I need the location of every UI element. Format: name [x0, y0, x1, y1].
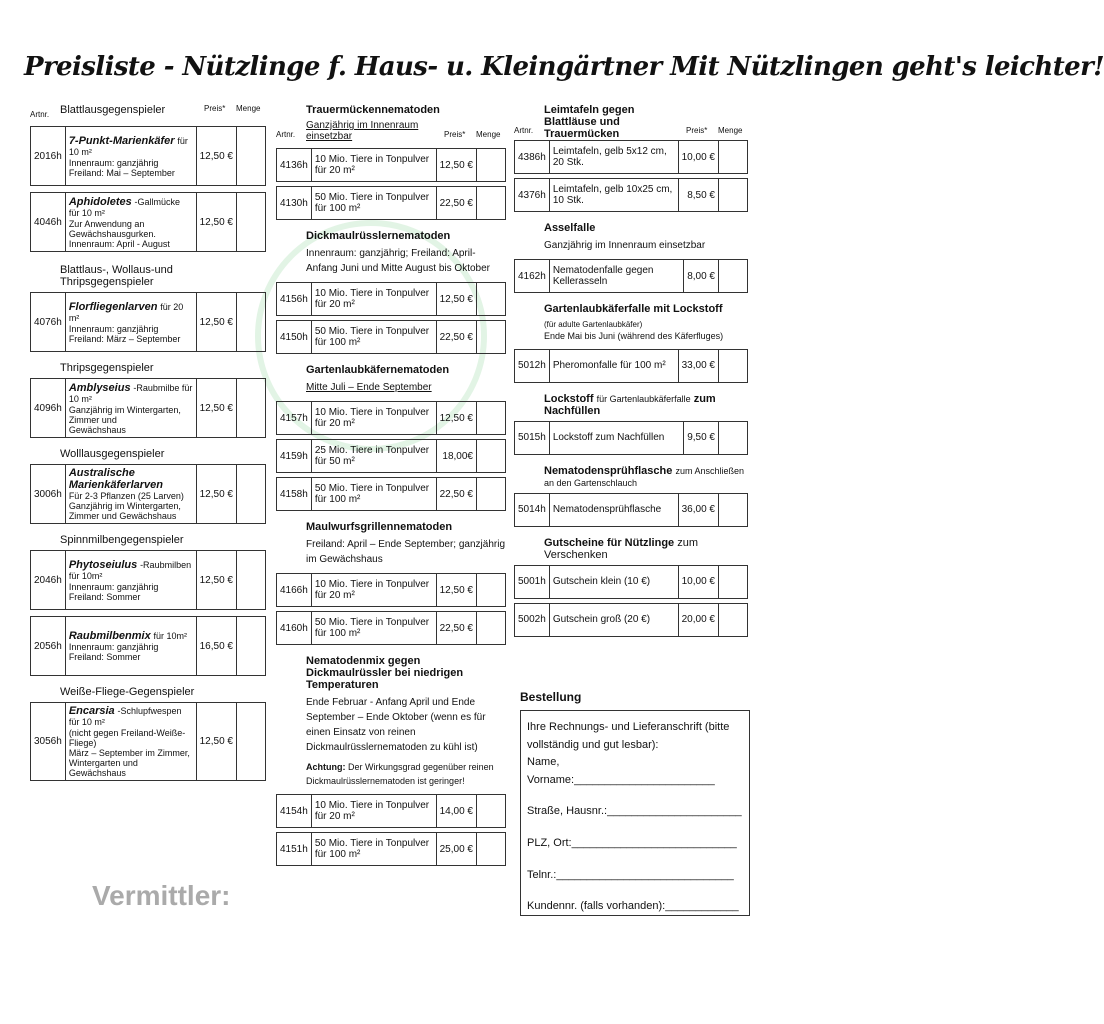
quantity-cell[interactable]: [477, 612, 506, 645]
article-number: 4386h: [515, 141, 550, 174]
quantity-cell[interactable]: [477, 402, 506, 435]
section-heading: Blattlaus-, Wollaus-und Thripsgegenspieler: [60, 264, 173, 288]
article-number: 5012h: [515, 349, 550, 382]
header-menge: Menge: [236, 104, 261, 113]
section-heading: Maulwurfsgrillennematoden: [306, 521, 453, 533]
quantity-cell[interactable]: [477, 187, 506, 220]
product-name-line: [69, 196, 193, 219]
article-number: 3006h: [31, 465, 66, 524]
product-table: [514, 349, 748, 383]
table-row: [515, 421, 748, 454]
quantity-cell[interactable]: [477, 283, 506, 316]
product-description: Lockstoff zum Nachfüllen: [549, 421, 683, 454]
price: 16,50 €: [196, 617, 236, 676]
article-number: 4076h: [31, 293, 66, 352]
page-title: Preisliste - Nützlinge f. Haus- u. Kleingärtner Mit Nützlingen geht's leichter!: [24, 52, 1104, 82]
heading-bold: Nematodensprühflasche: [544, 464, 673, 477]
section-heading: Nematodenmix gegen Dickmaulrüssler bei niedrigen Temperaturen: [306, 655, 464, 691]
price: 12,50 €: [196, 703, 236, 781]
price: 12,50 €: [436, 149, 476, 182]
table-row: [277, 283, 506, 316]
price: 10,00 €: [678, 565, 718, 598]
table-row: [515, 603, 748, 636]
phone-field[interactable]: Telnr.:_____________________________: [527, 868, 734, 881]
product-suffix: für 20 m²: [68, 301, 184, 323]
price: 12,50 €: [196, 127, 236, 186]
product-description: 25 Mio. Tiere in Tonpulver für 50 m²: [311, 440, 436, 473]
product-name-line: [69, 467, 193, 491]
quantity-cell[interactable]: [237, 551, 266, 610]
product-name: Phytoseiulus: [68, 558, 138, 571]
article-number: 4096h: [31, 379, 66, 438]
article-number: 4156h: [277, 283, 312, 316]
product-cell: [65, 193, 196, 252]
warning-text: Der Wirkungsgrad gegenüber reinen Dickmaulrüsslernematoden ist geringer!: [306, 762, 494, 786]
section-heading: Leimtafeln gegen Blattläuse und Trauermücken: [544, 104, 635, 140]
quantity-cell[interactable]: [237, 127, 266, 186]
section-subtitle: Mitte Juli – Ende September: [306, 382, 432, 393]
section-heading: Wolllausgegenspieler: [60, 448, 165, 460]
product-suffix: -Schlupfwespen für 10 m²: [68, 706, 182, 727]
quantity-cell[interactable]: [477, 149, 506, 182]
product-table: [30, 292, 266, 352]
table-row: [31, 465, 266, 524]
product-description: 10 Mio. Tiere in Tonpulver für 20 m²: [311, 795, 436, 828]
table-row: [277, 187, 506, 220]
product-detail: Freiland: Sommer: [68, 652, 141, 662]
product-description: 10 Mio. Tiere in Tonpulver für 20 m²: [311, 283, 436, 316]
article-number: 3056h: [31, 703, 66, 781]
product-table: [514, 565, 748, 637]
price: 12,50 €: [196, 193, 236, 252]
price: 14,00 €: [436, 795, 476, 828]
product-description: 10 Mio. Tiere in Tonpulver für 20 m²: [311, 574, 436, 607]
product-name: Australische Marienkäferlarven: [68, 467, 163, 491]
product-cell: [65, 703, 196, 781]
article-number: 4130h: [277, 187, 312, 220]
section-subtitle: Freiland: April – Ende September; ganzjährig im Gewächshaus: [306, 539, 506, 565]
quantity-cell[interactable]: [477, 440, 506, 473]
article-number: 4136h: [277, 149, 312, 182]
price: 22,50 €: [436, 612, 476, 645]
product-table: [276, 148, 506, 220]
product-table: [514, 140, 748, 212]
product-name-line: [69, 705, 193, 728]
product-detail: Freiland: Mai – September: [68, 167, 175, 178]
column-left: [30, 104, 266, 781]
article-number: 5002h: [515, 603, 550, 636]
header-preis: Preis*: [444, 130, 466, 139]
product-cell: [65, 551, 196, 610]
article-number: 5015h: [515, 421, 550, 454]
quantity-cell[interactable]: [719, 141, 748, 174]
article-number: 4376h: [515, 179, 550, 212]
table-row: [31, 551, 266, 610]
quantity-cell[interactable]: [719, 493, 748, 526]
price: 12,50 €: [436, 574, 476, 607]
article-number: 5001h: [515, 565, 550, 598]
city-field[interactable]: PLZ, Ort:___________________________: [527, 836, 737, 849]
section-heading: Gartenlaubkäfernematoden: [306, 364, 450, 376]
product-description: 50 Mio. Tiere in Tonpulver für 100 m²: [311, 478, 436, 511]
product-name: Amblyseius: [68, 381, 131, 394]
street-field[interactable]: Straße, Hausnr.:______________________: [527, 805, 742, 818]
table-row: [515, 565, 748, 598]
product-detail: Freiland: März – September: [68, 333, 181, 344]
table-row: [31, 193, 266, 252]
price: 36,00 €: [678, 493, 718, 526]
price: 18,00€: [436, 440, 476, 473]
price: 12,50 €: [196, 379, 236, 438]
table-row: [515, 141, 748, 174]
product-suffix: -Gallmücke für 10 m²: [68, 196, 181, 218]
customer-number-field[interactable]: Kundennr. (falls vorhanden):____________: [527, 900, 739, 913]
order-intro: Ihre Rechnungs- und Lieferanschrift (bitte vollständig und gut lesbar):: [527, 721, 730, 751]
section-heading: Asselfalle: [544, 222, 596, 234]
price: 22,50 €: [436, 478, 476, 511]
name-field[interactable]: Name, Vorname:_______________________: [527, 756, 715, 786]
product-description: Leimtafeln, gelb 5x12 cm, 20 Stk.: [549, 141, 678, 174]
order-box: [520, 710, 750, 916]
column-middle: [276, 104, 506, 866]
table-header: [276, 120, 506, 148]
quantity-cell[interactable]: [719, 179, 748, 212]
price: 12,50 €: [436, 402, 476, 435]
table-row: [277, 478, 506, 511]
quantity-cell[interactable]: [477, 833, 506, 866]
header-menge: Menge: [718, 126, 743, 135]
price: 8,00 €: [684, 260, 719, 293]
product-cell: [65, 379, 196, 438]
quantity-cell[interactable]: [719, 421, 748, 454]
product-description: Leimtafeln, gelb 10x25 cm, 10 Stk.: [549, 179, 678, 212]
product-table: [276, 282, 506, 354]
article-number: 5014h: [515, 493, 550, 526]
article-number: 4151h: [277, 833, 312, 866]
header-artnr: Artnr.: [276, 130, 296, 139]
product-name-line: [69, 382, 193, 405]
header-menge: Menge: [476, 130, 501, 139]
heading-bold: Lockstoff: [544, 392, 594, 405]
article-number: 4157h: [277, 402, 312, 435]
product-table: [514, 421, 748, 455]
product-table: [30, 378, 266, 438]
product-table: [30, 702, 266, 781]
product-detail: Gewächshaus: [68, 424, 126, 435]
article-number: 4166h: [277, 574, 312, 607]
section-heading: Trauermückennematoden: [306, 104, 440, 116]
quantity-cell[interactable]: [237, 703, 266, 781]
product-detail: Ganzjährig im Wintergarten, Zimmer und Gewächshaus: [68, 501, 181, 521]
product-detail: Für 2-3 Pflanzen (25 Larven): [68, 491, 184, 501]
table-row: [277, 321, 506, 354]
section-heading: Gartenlaubkäferfalle mit Lockstoff: [544, 303, 723, 315]
section-heading: [544, 393, 748, 417]
product-table: [276, 794, 506, 866]
subtitle-line: Ende Mai bis Juni (während des Käferfluges): [544, 331, 724, 342]
product-description: 50 Mio. Tiere in Tonpulver für 100 m²: [311, 321, 436, 354]
header-preis: Preis*: [204, 104, 226, 113]
product-description: 50 Mio. Tiere in Tonpulver für 100 m²: [311, 833, 436, 866]
product-cell: [65, 293, 196, 352]
table-row: [277, 149, 506, 182]
column-right: [514, 104, 748, 637]
section-heading: Dickmaulrüsslernematoden: [306, 230, 451, 242]
quantity-cell[interactable]: [477, 795, 506, 828]
product-name: Aphidoletes: [68, 195, 132, 208]
product-detail: März – September im Zimmer, Wintergarten und Gewächshaus: [68, 748, 190, 778]
gap-cell: [31, 610, 266, 617]
article-number: 4154h: [277, 795, 312, 828]
header-section: Blattlausgegenspieler: [60, 104, 166, 116]
vermittler-label: Vermittler:: [92, 880, 231, 911]
product-table: [30, 550, 266, 676]
quantity-cell[interactable]: [477, 321, 506, 354]
price: 12,50 €: [196, 551, 236, 610]
quantity-cell[interactable]: [719, 260, 748, 293]
section-subtitle: [544, 319, 748, 343]
price: 10,00 €: [678, 141, 718, 174]
product-detail: Innenraum: ganzjährig: [68, 323, 159, 334]
table-row: [515, 493, 748, 526]
table-row: [277, 612, 506, 645]
table-row: [515, 349, 748, 382]
product-table: [514, 259, 748, 293]
price: 12,50 €: [196, 293, 236, 352]
product-description: Nematodensprühflasche: [549, 493, 678, 526]
article-number: 4160h: [277, 612, 312, 645]
product-table: [30, 464, 266, 524]
product-table: [276, 573, 506, 645]
article-number: 4162h: [515, 260, 550, 293]
price: 33,00 €: [678, 349, 718, 382]
table-row: [31, 293, 266, 352]
product-name-line: [69, 559, 193, 582]
article-number: 2056h: [31, 617, 66, 676]
product-name: Raubmilbenmix: [68, 630, 151, 642]
quantity-cell[interactable]: [237, 293, 266, 352]
order-form: [520, 690, 750, 916]
product-suffix: -Raubmilben für 10m²: [68, 559, 192, 581]
price: 25,00 €: [436, 833, 476, 866]
heading-normal: zum Anschließen an den Gartenschlauch: [544, 465, 744, 488]
heading-normal: für Gartenlaubkäferfalle: [596, 393, 691, 404]
table-header: [514, 104, 748, 140]
product-cell: [65, 465, 196, 524]
warning-note: [306, 761, 506, 788]
table-row: [31, 703, 266, 781]
product-detail: Freiland: Sommer: [68, 591, 141, 602]
product-detail: Innenraum: ganzjährig: [68, 157, 159, 168]
article-number: 2016h: [31, 127, 66, 186]
quantity-cell[interactable]: [719, 603, 748, 636]
price: 20,00 €: [678, 603, 718, 636]
header-artnr: Artnr.: [30, 110, 50, 119]
table-row: [277, 833, 506, 866]
quantity-cell[interactable]: [719, 565, 748, 598]
product-detail: Innenraum: ganzjährig: [68, 581, 159, 592]
product-description: 50 Mio. Tiere in Tonpulver für 100 m²: [311, 187, 436, 220]
table-header: [30, 104, 266, 120]
product-detail: Zur Anwendung an Gewächshausgurken.: [68, 218, 156, 239]
table-row: [277, 440, 506, 473]
gap-cell: [31, 186, 266, 193]
article-number: 4159h: [277, 440, 312, 473]
table-row: [515, 179, 748, 212]
quantity-cell[interactable]: [237, 379, 266, 438]
product-suffix: für 10m²: [153, 631, 188, 641]
warning-label: Achtung:: [306, 762, 346, 772]
product-table: [514, 493, 748, 527]
price: 12,50 €: [196, 465, 236, 524]
product-description: 10 Mio. Tiere in Tonpulver für 20 m²: [311, 402, 436, 435]
product-detail: Ganzjährig im Wintergarten, Zimmer und: [68, 404, 181, 425]
section-subtitle: Innenraum: ganzjährig; Freiland: April-Anfang Juni und Mitte August bis Oktober: [306, 248, 490, 274]
section-heading: [544, 465, 748, 489]
price: 12,50 €: [436, 283, 476, 316]
product-name: Encarsia: [68, 705, 115, 717]
header-preis: Preis*: [686, 126, 708, 135]
price: 22,50 €: [436, 187, 476, 220]
product-description: Nematodenfalle gegen Kellerasseln: [549, 260, 683, 293]
product-table: [30, 126, 266, 252]
product-detail: (nicht gegen Freiland-Weiße-Fliege): [68, 728, 186, 748]
price: 8,50 €: [678, 179, 718, 212]
article-number: 4046h: [31, 193, 66, 252]
product-name-line: [69, 630, 193, 642]
product-detail: Innenraum: ganzjährig: [68, 642, 159, 652]
quantity-cell[interactable]: [719, 349, 748, 382]
product-cell: [65, 127, 196, 186]
section-heading: [544, 537, 748, 561]
table-row: [277, 402, 506, 435]
subtitle-line: (für adulte Gartenlaubkäfer): [544, 320, 643, 329]
section-subtitle: Ganzjährig im Innenraum einsetzbar: [306, 120, 419, 142]
product-description: Gutschein groß (20 €): [549, 603, 678, 636]
table-row: [31, 379, 266, 438]
product-name: Florfliegenlarven: [68, 300, 158, 313]
heading-bold: Gutscheine für Nützlinge: [544, 536, 675, 549]
header-artnr: Artnr.: [514, 126, 534, 135]
product-name-line: [69, 135, 193, 158]
table-row: [31, 127, 266, 186]
price: 22,50 €: [436, 321, 476, 354]
heading-normal: zum Verschenken: [544, 536, 699, 561]
product-suffix: -Raubmilbe für 10 m²: [68, 382, 193, 404]
section-heading: Weiße-Fliege-Gegenspieler: [60, 686, 195, 698]
quantity-cell[interactable]: [237, 465, 266, 524]
product-description: Pheromonfalle für 100 m²: [549, 349, 678, 382]
product-description: Gutschein klein (10 €): [549, 565, 678, 598]
table-row: [277, 574, 506, 607]
section-heading: Spinnmilbengegenspieler: [60, 534, 184, 546]
product-detail: Innenraum: April - August: [68, 238, 170, 249]
heading-bold: zum Nachfüllen: [544, 392, 716, 417]
row-gap: [31, 186, 266, 193]
table-row: [31, 617, 266, 676]
product-description: 10 Mio. Tiere in Tonpulver für 20 m²: [311, 149, 436, 182]
table-row: [277, 795, 506, 828]
quantity-cell[interactable]: [477, 574, 506, 607]
section-heading: Thripsgegenspieler: [60, 362, 154, 374]
article-number: 4150h: [277, 321, 312, 354]
section-subtitle: Ende Februar - Anfang April und Ende September – Ende Oktober (wenn es für einen Einsatz von reinen Dickmaulrüsslernematoden zu kühl ist): [306, 697, 486, 753]
product-suffix: für 10 m²: [68, 135, 188, 157]
product-table: [276, 401, 506, 511]
product-name: 7-Punkt-Marienkäfer: [68, 134, 175, 147]
quantity-cell[interactable]: [237, 193, 266, 252]
quantity-cell[interactable]: [477, 478, 506, 511]
product-cell: [65, 617, 196, 676]
table-row: [515, 260, 748, 293]
order-title: Bestellung: [520, 690, 582, 704]
product-name-line: [69, 301, 193, 324]
article-number: 4158h: [277, 478, 312, 511]
section-subtitle: Ganzjährig im Innenraum einsetzbar: [544, 240, 706, 251]
product-description: 50 Mio. Tiere in Tonpulver für 100 m²: [311, 612, 436, 645]
price: 9,50 €: [684, 421, 719, 454]
row-gap: [31, 610, 266, 617]
quantity-cell[interactable]: [237, 617, 266, 676]
article-number: 2046h: [31, 551, 66, 610]
